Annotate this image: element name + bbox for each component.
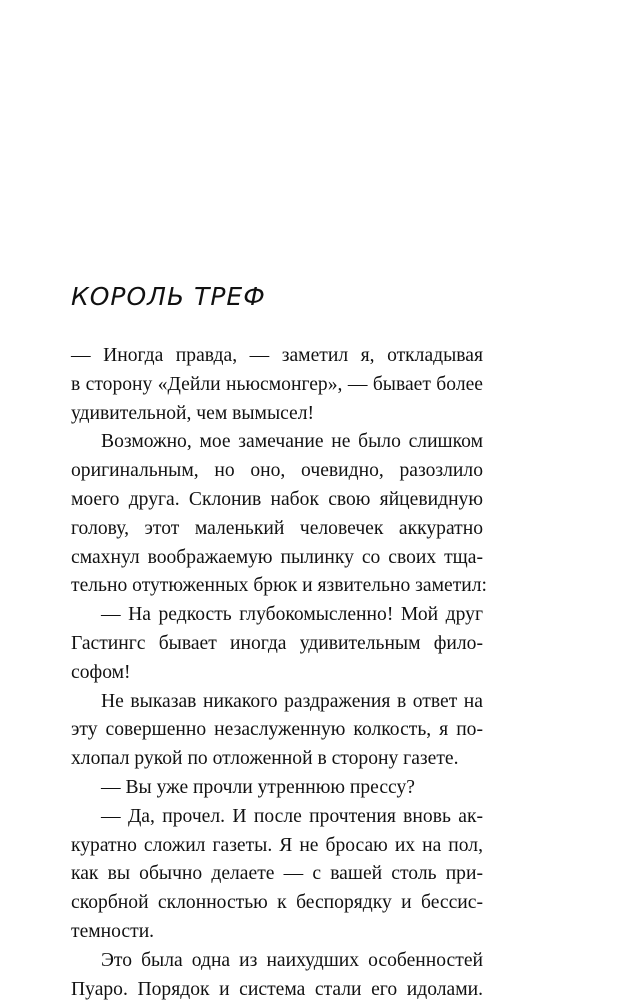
text-line: как вы обычно делаете — с вашей столь при- [71,863,483,885]
text-line: удивительной, чем вымысел! [71,402,315,424]
text-line: хлопал рукой по отложенной в сторону газете. [71,748,459,770]
text-line: эту совершенно незаслуженную колкость, я по- [71,719,483,741]
text-line: Это была одна из наихудших особенностей [101,949,483,971]
text-line: — На редкость глубокомысленно! Мой друг [101,604,483,626]
text-line: голову, этот маленький человечек аккуратно [71,517,483,539]
text-line: Гастингс бывает иногда удивительным фило- [71,632,483,654]
text-line: Возможно, мое замечание не было слишком [101,431,483,453]
text-line: куратно сложил газеты. Я не бросаю их на пол, [71,834,483,856]
text-line: моего друга. Склонив набок свою яйцевидную [71,488,483,510]
text-line: Не выказав никакого раздражения в ответ на [101,690,483,712]
chapter-title: КОРОЛЬ ТРЕФ [71,282,266,311]
text-line: Пуаро. Порядок и система стали его идолами. [71,978,483,1000]
text-line: скорбной склонностью к беспорядку и бессис- [71,892,483,914]
text-line: в сторону «Дейли ньюсмонгер», — бывает более [71,373,483,395]
text-line: темности. [71,920,155,942]
text-line: — Да, прочел. И после прочтения вновь ак- [101,805,483,827]
text-line: — Иногда правда, — заметил я, откладывая [71,345,483,366]
text-line: смахнул воображаемую пылинку со своих тща- [71,546,483,568]
text-line: оригинальным, но оно, очевидно, разозлило [71,460,483,482]
text-line: тельно отутюженных брюк и язвительно заметил: [71,575,487,597]
body-text [71,342,487,1004]
text-line: — Вы уже прочли утреннюю прессу? [101,776,415,798]
text-line: софом! [71,661,131,683]
